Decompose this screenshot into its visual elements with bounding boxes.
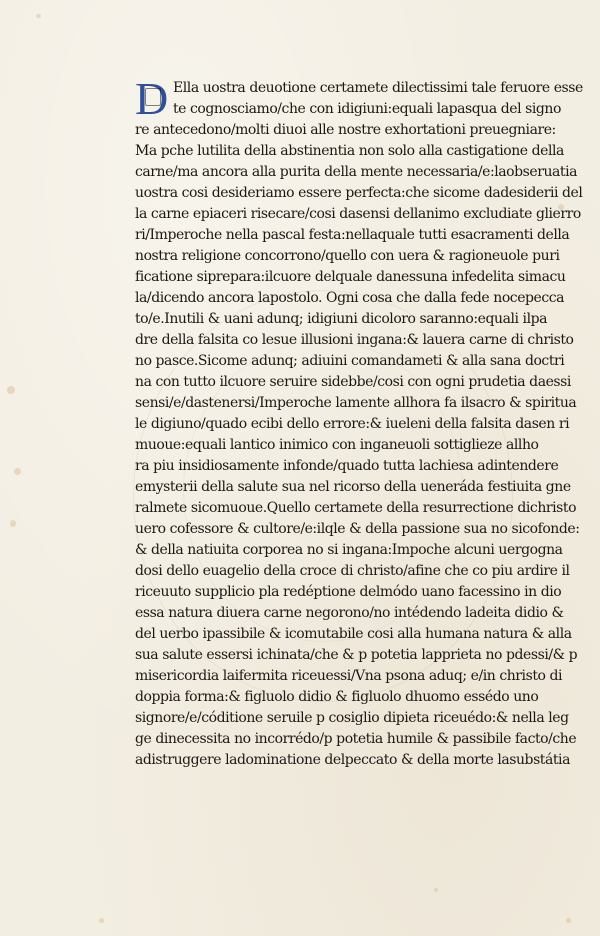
text-line: muoue:equali lantico inimico con inganeuoli sottiglieze allho [135, 437, 539, 453]
text-line: & della natiuita corporea no si ingana:Impoche alcuni uergogna [135, 542, 563, 558]
text-line: emysterii della salute sua nel ricorso della ueneráda festiuita gne [135, 479, 571, 495]
text-line: ri/Imperoche nella pascal festa:nellaquale tutti esacramenti della [135, 227, 570, 243]
text-line: signore/e/códitione seruile p cosiglio dipieta riceuédo:& nella leg [135, 710, 569, 726]
foxing-spot [36, 14, 41, 18]
decorated-initial-letter: D [135, 73, 169, 124]
text-line: ralmete sicomuoue.Quello certamete della resurrectione dichristo [135, 500, 577, 516]
text-line: dosi dello euagelio della croce di christo/afine che co piu ardire il [135, 563, 570, 579]
text-line: sua salute essersi ichinata/che & p potetia lapprieta no pdessi/& p [135, 647, 578, 663]
text-line: nostra religione concorrono/quello con uera & ragioneuole puri [135, 248, 560, 264]
text-line: to/e.Inutili & uani adunq; idigiuni dicoloro saranno:equali ilpa [135, 311, 548, 327]
text-line: ra piu insidiosamente infonde/quado tutta lachiesa adintendere [135, 458, 559, 474]
foxing-spot [99, 918, 104, 923]
text-line: sensi/e/dastenersi/Imperoche lamente allhora fa ilsacro & spiritua [135, 395, 577, 411]
text-line: na con tutto ilcuore seruire sidebbe/cosi con ogni prudetia daessi [135, 374, 571, 390]
text-line: essa natura diuera carne negorono/no intédendo ladeita didio & [135, 605, 564, 621]
text-line: te cognosciamo/che con idigiuni:equali lapasqua del signo [173, 101, 561, 117]
text-line: re antecedono/molti diuoi alle nostre exhortationi preuegniare: [135, 122, 556, 138]
foxing-spot [434, 888, 438, 892]
text-line: no pasce.Sicome adunq; adiuini comandameti & alla sana doctri [135, 353, 565, 369]
foxing-spot [10, 520, 16, 527]
text-line: ge dinecessita no incorrédo/p potetia humile & passibile facto/che [135, 731, 577, 747]
text-line: Ma pche lutilita della abstinentia non solo alla castigatione della [135, 143, 564, 159]
text-line: la/dicendo ancora lapostolo. Ogni cosa che dalla fede nocepecca [135, 290, 565, 306]
foxing-spot [566, 918, 571, 923]
text-line: carne/ma ancora alla purita della mente necessaria/e:laobseruatia [135, 164, 578, 180]
foxing-spot [14, 468, 21, 475]
initial-guide-box [145, 88, 161, 106]
text-line: adistruggere ladominatione delpeccato & della morte lasubstátia [135, 752, 570, 768]
text-line: del uerbo ipassibile & icomutabile cosi alla humana natura & alla [135, 626, 572, 642]
text-line: ficatione siprepara:ilcuore delquale danessuna infedelita simacu [135, 269, 566, 285]
text-line: la carne epiaceri risecare/cosi dasensi dellanimo excludiate glierro [135, 206, 581, 222]
text-line: le digiuno/quado ecibi dello errore:& iueleni della falsita dasen ri [135, 416, 570, 432]
text-line: doppia forma:& figluolo didio & figluolo dhuomo essédo uno [135, 689, 539, 705]
text-line: Ella uostra deuotione certamete dilectissimi tale feruore esse [173, 80, 583, 96]
text-line: misericordia laifermita riceuessi/Vna psona aduq; e/in christo di [135, 668, 563, 684]
foxing-spot [7, 386, 15, 394]
text-line: dre della falsita co lesue illusioni ingana:& lauera carne di christo [135, 332, 574, 348]
text-line: riceuuto supplicio pla redéptione delmódo uano facessino in dio [135, 584, 562, 600]
text-line: uero cofessore & cultore/e:ilqle & della passione sua no sicofonde: [135, 521, 580, 537]
text-line: uostra cosi desideriamo essere perfecta:che sicome dadesiderii del [135, 185, 583, 201]
